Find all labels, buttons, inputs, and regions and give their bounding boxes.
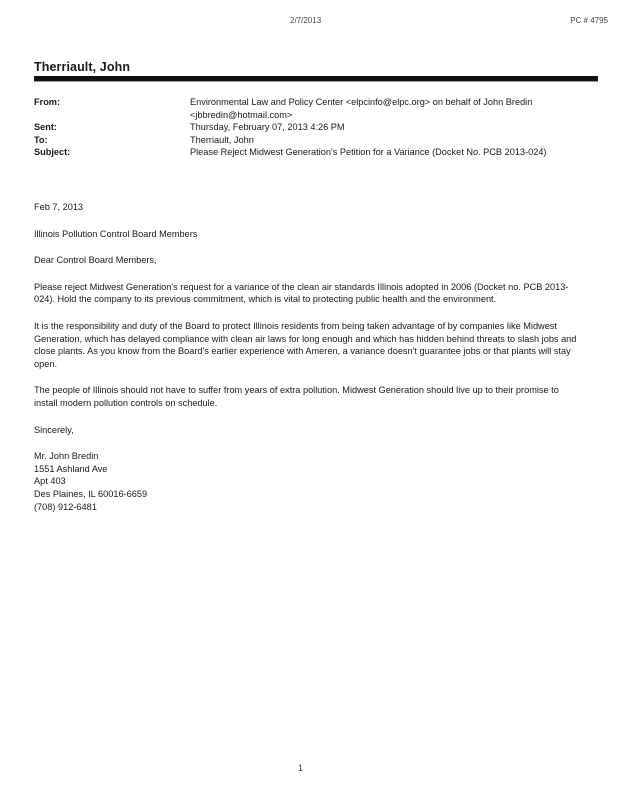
page-number: 1 <box>298 763 304 773</box>
page-header <box>0 16 618 28</box>
email-meta <box>34 96 594 159</box>
sender-name: Therriault, John <box>34 60 131 74</box>
letter-date: Feb 7, 2013 <box>34 202 84 212</box>
letter-salutation: Dear Control Board Members, <box>34 255 157 266</box>
meta-label-from: From: <box>34 97 61 107</box>
meta-value-to: Therriault, John <box>190 134 254 145</box>
signature-name: Mr. John Bredin <box>34 451 99 462</box>
signature-city: Des Plaines, IL 60016-6659 <box>34 488 148 499</box>
meta-value-sent: Thursday, February 07, 2013 4:26 PM <box>190 122 345 132</box>
header-pc-number: PC # 4795 <box>570 16 608 25</box>
signature-apt: Apt 403 <box>34 476 66 487</box>
letter-paragraph: It is the responsibility and duty of the Board to protect Illinois residents from being taken advantage of by companies like Midwest Generation, which has delayed compliance with clean air laws for long enough and which has hidden behind threats to slash jobs and close plants. As you know from the Board's earlier experience with Ameren, a variance doesn't guarantee jobs or that plants will stay open. <box>34 320 577 369</box>
letter-closing: Sincerely, <box>34 424 74 435</box>
letter-greeting: Illinois Pollution Control Board Members <box>34 228 198 239</box>
meta-row-from <box>34 96 594 121</box>
meta-label-to: To: <box>34 134 48 145</box>
letter-paragraph: The people of Illinois should not have to suffer from years of extra pollution. Midwest Generation should live up to their promise to install modern pollution controls on schedule. <box>34 385 559 408</box>
meta-value-from: Environmental Law and Policy Center <elpcinfo@elpc.org> on behalf of John Bredin <jbbredin@hotmail.com> <box>190 97 533 120</box>
header-rule <box>34 76 598 82</box>
signature-phone: (708) 912-6481 <box>34 501 97 512</box>
meta-value-subject: Please Reject Midwest Generation's Petition for a Variance (Docket No. PCB 2013-024) <box>190 147 547 157</box>
meta-row-sent <box>34 121 594 134</box>
header-date: 2/7/2013 <box>290 16 322 25</box>
signature-street: 1551 Ashland Ave <box>34 463 108 474</box>
meta-row-subject <box>34 146 594 159</box>
meta-label-sent: Sent: <box>34 122 57 132</box>
letter-paragraph: Please reject Midwest Generation's request for a variance of the clean air standards Illinois adopted in 2006 (Docket no. PCB 2013-024). Hold the company to its previous commitment, which is vital to protecting public health and the environment. <box>34 281 569 305</box>
signature-block <box>34 450 584 513</box>
meta-label-subject: Subject: <box>34 147 71 157</box>
email-body <box>34 201 584 513</box>
meta-row-to <box>34 134 594 147</box>
